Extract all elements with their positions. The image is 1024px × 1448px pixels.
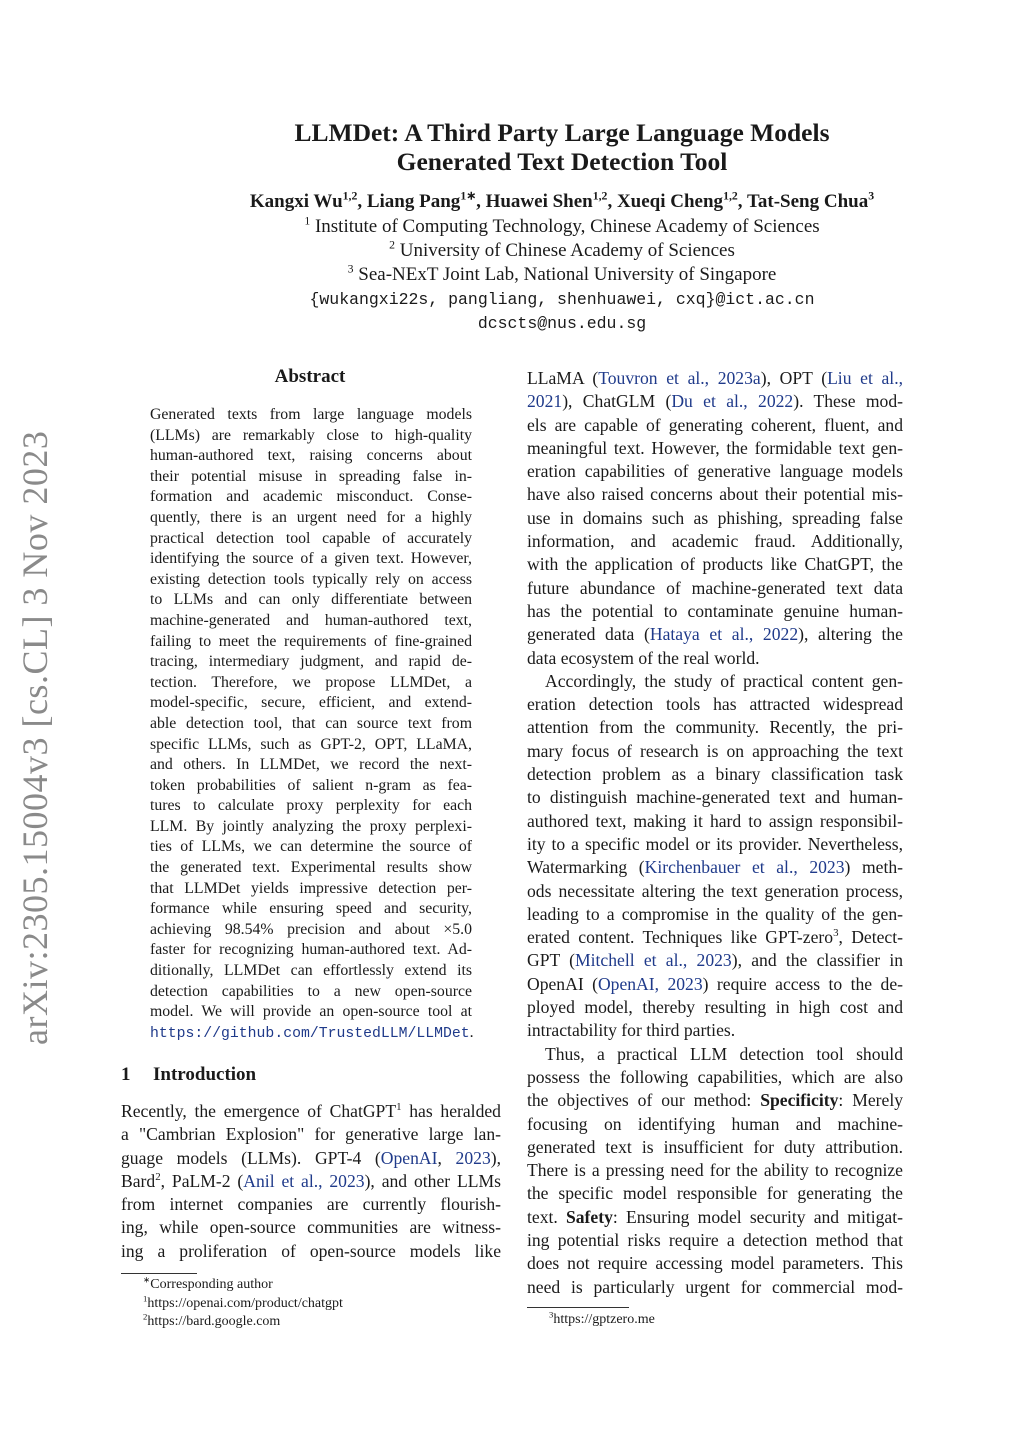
body-line [527, 1113, 903, 1136]
footnotes-left [121, 1276, 501, 1332]
abstract-line: identifying the source of a given text. However, [150, 550, 472, 568]
abstract-line: ties of LLMs, we can determine the source of [150, 838, 472, 856]
text-run: detection problem as a binary classification task [527, 764, 903, 785]
author-affiliation-mark: 1,2 [592, 189, 608, 203]
paragraph [527, 367, 903, 670]
author-name: Tat-Seng Chua [746, 191, 869, 212]
body-line [527, 437, 903, 460]
citation-link[interactable]: Hataya et al., 2022 [649, 624, 799, 645]
abstract-line: ditionally, LLMDet can effortlessly extend its [150, 962, 472, 980]
text-run: generated text is insufficient for duty attribution. [527, 1136, 903, 1157]
body-line [527, 1252, 903, 1275]
footnote [121, 1313, 501, 1332]
text-run: Accordingly, the study of practical content gen- [545, 670, 903, 691]
citation-link[interactable]: Kirchenbauer et al., 2023 [644, 857, 845, 878]
body-line [527, 973, 903, 996]
body-line [527, 1089, 903, 1112]
abstract-line: Generated texts from large language models [150, 406, 472, 423]
text-run: data ecosystem of the real world. [527, 647, 760, 668]
text-run: , [437, 1147, 456, 1168]
citation-link[interactable]: Du et al., 2022 [671, 391, 794, 412]
arxiv-side-label: arXiv:2305.15004v3 [cs.CL] 3 Nov 2023 [15, 430, 55, 1045]
body-line [527, 460, 903, 483]
bold-term: Safety [565, 1206, 613, 1227]
text-run: the objectives of our method: [527, 1090, 761, 1111]
abstract-line: machine-generated and human-authored text, [150, 611, 472, 629]
section-number: 1 [121, 1064, 131, 1085]
right-column [527, 367, 903, 1299]
section-title: Introduction [153, 1064, 257, 1085]
footnote-marker[interactable]: 3 [833, 927, 839, 940]
title-line-2: Generated Text Detection Tool [396, 147, 728, 176]
text-run: text. [527, 1206, 566, 1227]
text-run: GPT ( [527, 950, 576, 971]
body-line [527, 647, 903, 670]
body-line [527, 996, 903, 1019]
text-run: a "Cambrian Explosion" for generative large lan- [121, 1124, 501, 1145]
text-run: OpenAI ( [527, 973, 598, 994]
abstract-heading: Abstract [274, 366, 346, 387]
body-line [527, 786, 903, 809]
abstract-line: practical detection tool capable of accurately [150, 529, 472, 547]
text-run: Recently, the emergence of ChatGPT [121, 1101, 397, 1121]
author-affiliation-mark: 1∗ [460, 189, 477, 203]
body-line [527, 1229, 903, 1252]
abstract-line: model-specific, secure, efficient, and extend- [150, 694, 472, 712]
abstract-line: detection capabilities to a new open-source [150, 982, 472, 1000]
author-name: Xueqi Cheng [616, 191, 724, 212]
paragraph [527, 670, 903, 1043]
text-run: ). These mod- [793, 391, 903, 412]
text-run: future abundance of machine-generated text data [527, 577, 903, 598]
abstract-line: existing detection tools typically rely on access [150, 570, 472, 588]
abstract-line: (LLMs) are remarkably close to high-quality [150, 426, 472, 444]
citation-link[interactable]: Mitchell et al., 2023 [575, 950, 732, 971]
text-run: to distinguish machine-generated text and human- [527, 787, 903, 808]
affiliation-line [112, 215, 1012, 239]
abstract-line: failing to meet the requirements of fine-grained [150, 632, 472, 650]
body-line [527, 1043, 903, 1066]
affiliation-text: University of Chinese Academy of Sciences [399, 240, 735, 261]
body-line [527, 763, 903, 786]
abstract-body [150, 405, 472, 1044]
text-run: ing, while open-source communities are witness- [121, 1217, 501, 1238]
footnote-rule-left [121, 1273, 197, 1274]
body-line [527, 577, 903, 600]
text-run: : Merely [838, 1090, 904, 1111]
author-affiliation-mark: 1,2 [723, 189, 738, 203]
affiliation-text: Sea-NExT Joint Lab, National University of Singapore [358, 264, 777, 285]
text-run: the specific model responsible for generating the [527, 1183, 903, 1204]
text-run: from internet companies are currently flourish- [121, 1194, 501, 1215]
footnote [121, 1292, 501, 1314]
text-run: has heralded [401, 1101, 501, 1121]
abstract-line: human-authored text, raising concerns about [150, 447, 472, 465]
citation-link[interactable]: OpenAI [380, 1147, 438, 1168]
github-link[interactable]: https://github.com/TrustedLLM/LLMDet [150, 1025, 470, 1042]
intro-line [121, 1123, 501, 1146]
text-run: leading to a compromise in the quality of the gen- [527, 903, 903, 924]
footnote-text: https://gptzero.me [553, 1312, 655, 1327]
abstract-url-suffix: . [469, 1023, 474, 1041]
body-line [527, 507, 903, 530]
bold-term: Specificity [760, 1090, 839, 1111]
text-run: ), ChatGLM ( [562, 391, 672, 412]
abstract-line: formance while ensuring speed and security, [150, 900, 472, 918]
abstract-line: tures to calculate proxy perplexity for each [150, 797, 472, 815]
citation-link[interactable]: Liu et al., [827, 368, 903, 388]
abstract-line: their potential misuse in spreading false in- [150, 467, 472, 485]
body-line [527, 903, 903, 926]
body-line [527, 553, 903, 576]
text-run: erated content. Techniques like GPT-zero [527, 927, 834, 948]
text-run: : Ensuring model security and mitigat- [612, 1206, 903, 1227]
body-line [527, 810, 903, 833]
body-line [527, 1136, 903, 1159]
intro-line [121, 1147, 501, 1170]
body-line [527, 1066, 903, 1089]
abstract-line: specific LLMs, such as GPT-2, OPT, LLaMA, [150, 735, 472, 753]
text-run: use in domains such as phishing, spreading false [527, 507, 903, 528]
citation-link[interactable]: OpenAI, 2023 [597, 973, 703, 994]
abstract-line: formation and academic misconduct. Conse- [150, 488, 472, 506]
text-run: attention from the community. Recently, the pri- [527, 717, 903, 738]
body-line [527, 483, 903, 506]
body-line [527, 716, 903, 739]
text-run: generated data ( [527, 624, 650, 645]
footnote-mark: 1 [143, 1292, 148, 1303]
body-line [527, 856, 903, 879]
text-run: els are capable of generating coherent, fluent, and [527, 414, 903, 435]
body-line [527, 926, 903, 949]
footnote-text: Corresponding author [150, 1277, 273, 1292]
text-run: ods necessitate altering the text generation process, [527, 880, 903, 901]
citation-link[interactable]: Anil et al., 2023 [243, 1170, 365, 1191]
body-line [527, 1159, 903, 1182]
abstract-line: LLM. By jointly analyzing the proxy perplexi- [150, 817, 472, 835]
text-run: Thus, a practical LLM detection tool should [545, 1043, 903, 1064]
text-run: eration capabilities of generative language models [527, 461, 903, 482]
affiliation-number: 3 [347, 262, 354, 276]
text-run: meaningful text. However, the formidable text gen- [527, 437, 903, 458]
text-run: Watermarking ( [527, 857, 645, 878]
text-run: ) meth- [844, 857, 903, 878]
paper-title [112, 118, 1012, 176]
body-line [527, 880, 903, 903]
affiliation-number: 1 [304, 214, 311, 228]
footnote-marker[interactable]: 2 [155, 1171, 161, 1184]
text-run: has the potential to contaminate genuine human- [527, 600, 903, 621]
footnote-mark: 2 [143, 1311, 148, 1322]
text-run: authored text, making it hard to assign responsibil- [527, 810, 903, 831]
footnote-text: https://openai.com/product/chatgpt [147, 1295, 343, 1311]
text-run: There is a pressing need for the ability to recognize [527, 1160, 903, 1181]
text-run: ), OPT ( [760, 368, 828, 388]
footnote-mark: ∗ [143, 1274, 151, 1285]
text-run: ing a proliferation of open-source models like [121, 1240, 501, 1261]
author-name: Huawei Shen [485, 191, 593, 212]
abstract-line: achieving 98.54% precision and about ×5.0 [150, 920, 472, 938]
body-line [527, 367, 903, 390]
text-run: intractability for third parties. [527, 1020, 736, 1041]
text-run: does not require accessing model parameters. This [527, 1253, 903, 1274]
text-run: mary focus of research is on approaching the text [527, 740, 903, 761]
affiliation-text: Institute of Computing Technology, Chinese Academy of Sciences [314, 216, 820, 237]
text-run: eration detection tools has attracted widespread [527, 694, 903, 715]
abstract-line: faster for recognizing human-authored text. Ad- [150, 941, 472, 959]
footnote-mark: 3 [549, 1309, 554, 1320]
author-affiliation-mark: 3 [868, 189, 875, 203]
body-line [527, 600, 903, 623]
abstract-line: to LLMs and can only differentiate between [150, 591, 472, 609]
email-line: {wukangxi22s, pangliang, shenhuawei, cxq}@ict.ac.cn [309, 290, 815, 309]
footnote-marker[interactable]: 1 [396, 1101, 402, 1114]
text-run: ing potential risks require a detection method that [527, 1229, 903, 1250]
text-run: ), and the classifier in [731, 950, 903, 971]
text-run: need is particularly urgent for commercial mod- [527, 1276, 903, 1297]
author-name: Liang Pang [366, 191, 461, 212]
abstract-line: model. We will provide an open-source tool at [150, 1003, 472, 1021]
footnotes-right [527, 1311, 903, 1330]
author-list: Kangxi Wu$^{1,2}$, Liang Pang$^{1∗}$, Huawei Shen$^{1,2}$, Xueqi Cheng$^{1,2}$, Tat-Seng Chua$^3$ [249, 189, 875, 212]
body-line [527, 1206, 903, 1229]
text-run: LLaMA ( [527, 368, 599, 388]
affiliation-line [112, 263, 1012, 287]
citation-link[interactable]: Touvron et al., 2023a [598, 368, 761, 388]
intro-line [121, 1100, 501, 1123]
title-line-1: LLMDet: A Third Party Large Language Models [294, 118, 830, 147]
body-line [527, 530, 903, 553]
text-run: ), altering the [798, 624, 903, 645]
abstract-line: that LLMDet yields impressive detection per- [150, 879, 472, 897]
body-line [527, 949, 903, 972]
text-run: , PaLM-2 ( [160, 1170, 244, 1191]
text-run: possess the following capabilities, which are also [527, 1066, 903, 1087]
text-run: guage models (LLMs). GPT-4 ( [121, 1147, 381, 1168]
text-run: ) require access to the de- [702, 973, 903, 994]
intro-line [121, 1216, 501, 1239]
body-line [527, 1182, 903, 1205]
body-line [527, 390, 903, 413]
abstract-line: and others. In LLMDet, we record the next- [150, 756, 472, 774]
abstract-line: the generated text. Experimental results show [150, 859, 472, 877]
text-run: , Detect- [838, 927, 903, 948]
intro-line [121, 1240, 501, 1263]
abstract-line: tection. Therefore, we propose LLMDet, a [150, 673, 472, 691]
body-line [527, 670, 903, 693]
body-line [527, 833, 903, 856]
text-run: Bard [121, 1170, 156, 1191]
text-run: have also raised concerns about their potential mis- [527, 484, 903, 505]
intro-left-column [121, 1100, 501, 1263]
body-line [527, 1019, 903, 1042]
footnote-text: https://bard.google.com [147, 1314, 281, 1329]
footnote [527, 1311, 903, 1330]
body-line [527, 740, 903, 763]
email-line: dcscts@nus.edu.sg [477, 314, 647, 333]
body-line [527, 693, 903, 716]
footnote-rule-right [527, 1307, 629, 1308]
footnote [121, 1276, 501, 1295]
intro-line [121, 1170, 501, 1193]
body-line [527, 414, 903, 437]
author-name: Kangxi Wu [249, 191, 343, 212]
abstract-line [150, 1023, 472, 1045]
author-affiliation-mark: 1,2 [342, 189, 358, 203]
text-run: focusing on identifying human and machine- [527, 1113, 903, 1134]
text-run: with the application of products like ChatGPT, the [527, 554, 903, 575]
affiliation-number: 2 [389, 238, 396, 252]
abstract-line: quently, there is an urgent need for a highly [150, 508, 472, 526]
body-line [527, 1276, 903, 1299]
text-run: ), and other LLMs [364, 1170, 501, 1191]
affiliation-line [112, 239, 1012, 263]
citation-link[interactable]: 2023 [455, 1147, 491, 1168]
intro-line [121, 1193, 501, 1216]
citation-link[interactable]: 2021 [527, 391, 563, 412]
paragraph [527, 1043, 903, 1299]
text-run: ity to a specific model or its provider. Nevertheless, [527, 833, 903, 854]
text-run: information, and academic fraud. Additionally, [527, 531, 903, 552]
body-line [527, 623, 903, 646]
abstract-line: able detection tool, that can source text from [150, 714, 472, 732]
text-run: ), [490, 1147, 501, 1168]
abstract-line: token probabilities of salient n-gram as fea- [150, 776, 472, 794]
text-run: ployed model, thereby resulting in high cost and [527, 997, 903, 1018]
abstract-line: tracing, intermediary judgment, and rapid de- [150, 653, 472, 671]
section-heading-introduction [121, 1064, 481, 1086]
